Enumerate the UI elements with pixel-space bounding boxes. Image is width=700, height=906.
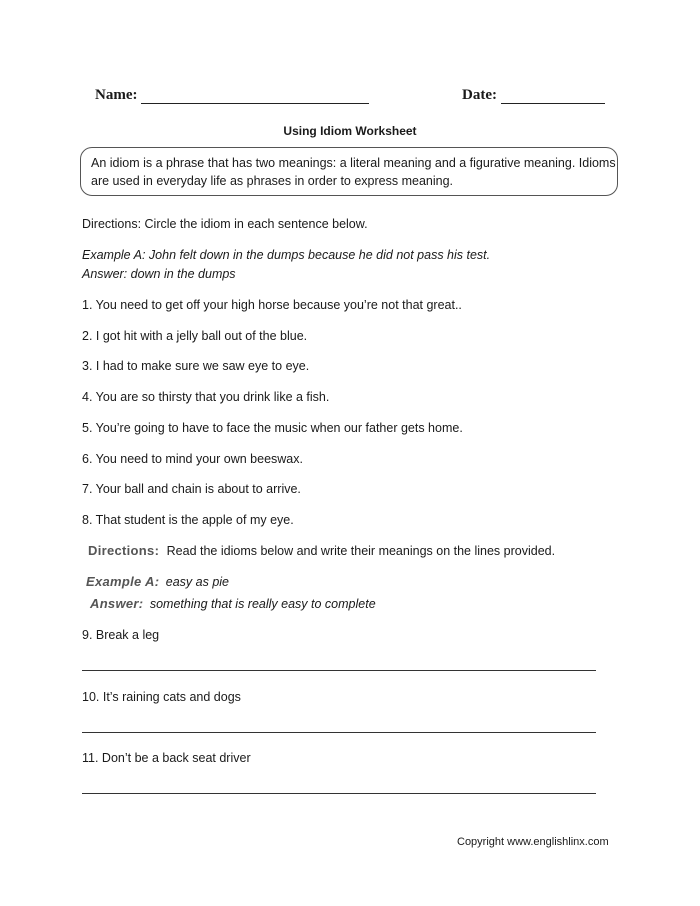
part2-example-label: Example A:	[86, 574, 160, 589]
name-label: Name:	[95, 87, 138, 103]
question-1: 1. You need to get off your high horse because you’re not that great..	[82, 298, 462, 312]
name-field[interactable]	[95, 87, 369, 104]
question-4: 4. You are so thirsty that you drink like a fish.	[82, 390, 330, 404]
part1-directions: Directions: Circle the idiom in each sentence below.	[82, 217, 368, 231]
copyright-footer: Copyright www.englishlinx.com	[457, 836, 609, 848]
part2-answer	[90, 595, 376, 613]
date-label: Date:	[462, 87, 497, 103]
intro-line-2: are used in everyday life as phrases in order to express meaning.	[91, 174, 453, 188]
question-2: 2. I got hit with a jelly ball out of the blue.	[82, 329, 308, 343]
question-7: 7. Your ball and chain is about to arrive.	[82, 482, 301, 496]
question-10: 10. It’s raining cats and dogs	[82, 690, 241, 704]
date-field[interactable]	[462, 87, 605, 104]
question-3: 3. I had to make sure we saw eye to eye.	[82, 359, 310, 373]
part2-example-text: easy as pie	[165, 575, 230, 589]
question-5: 5. You’re going to have to face the music when our father gets home.	[82, 421, 463, 435]
part2-directions	[88, 542, 555, 560]
answer-line-11[interactable]	[82, 793, 596, 794]
part2-directions-text: Read the idioms below and write their meanings on the lines provided.	[166, 544, 556, 558]
part2-example	[86, 573, 229, 591]
part2-answer-text: something that is really easy to complete	[149, 597, 376, 611]
date-line[interactable]	[501, 89, 605, 104]
answer-line-10[interactable]	[82, 732, 596, 733]
part1-answer: Answer: down in the dumps	[82, 267, 236, 281]
question-6: 6. You need to mind your own beeswax.	[82, 452, 303, 466]
part2-answer-label: Answer:	[90, 596, 144, 611]
intro-box	[80, 147, 618, 196]
question-8: 8. That student is the apple of my eye.	[82, 513, 294, 527]
question-11: 11. Don’t be a back seat driver	[82, 751, 251, 765]
intro-line-1: An idiom is a phrase that has two meanings: a literal meaning and a figurative meaning. Idioms	[91, 156, 616, 170]
part1-example: Example A: John felt down in the dumps because he did not pass his test.	[82, 248, 491, 262]
name-line[interactable]	[141, 89, 369, 104]
answer-line-9[interactable]	[82, 670, 596, 671]
question-9: 9. Break a leg	[82, 628, 160, 642]
worksheet-title: Using Idiom Worksheet	[283, 124, 417, 138]
part2-directions-label: Directions:	[88, 543, 160, 558]
